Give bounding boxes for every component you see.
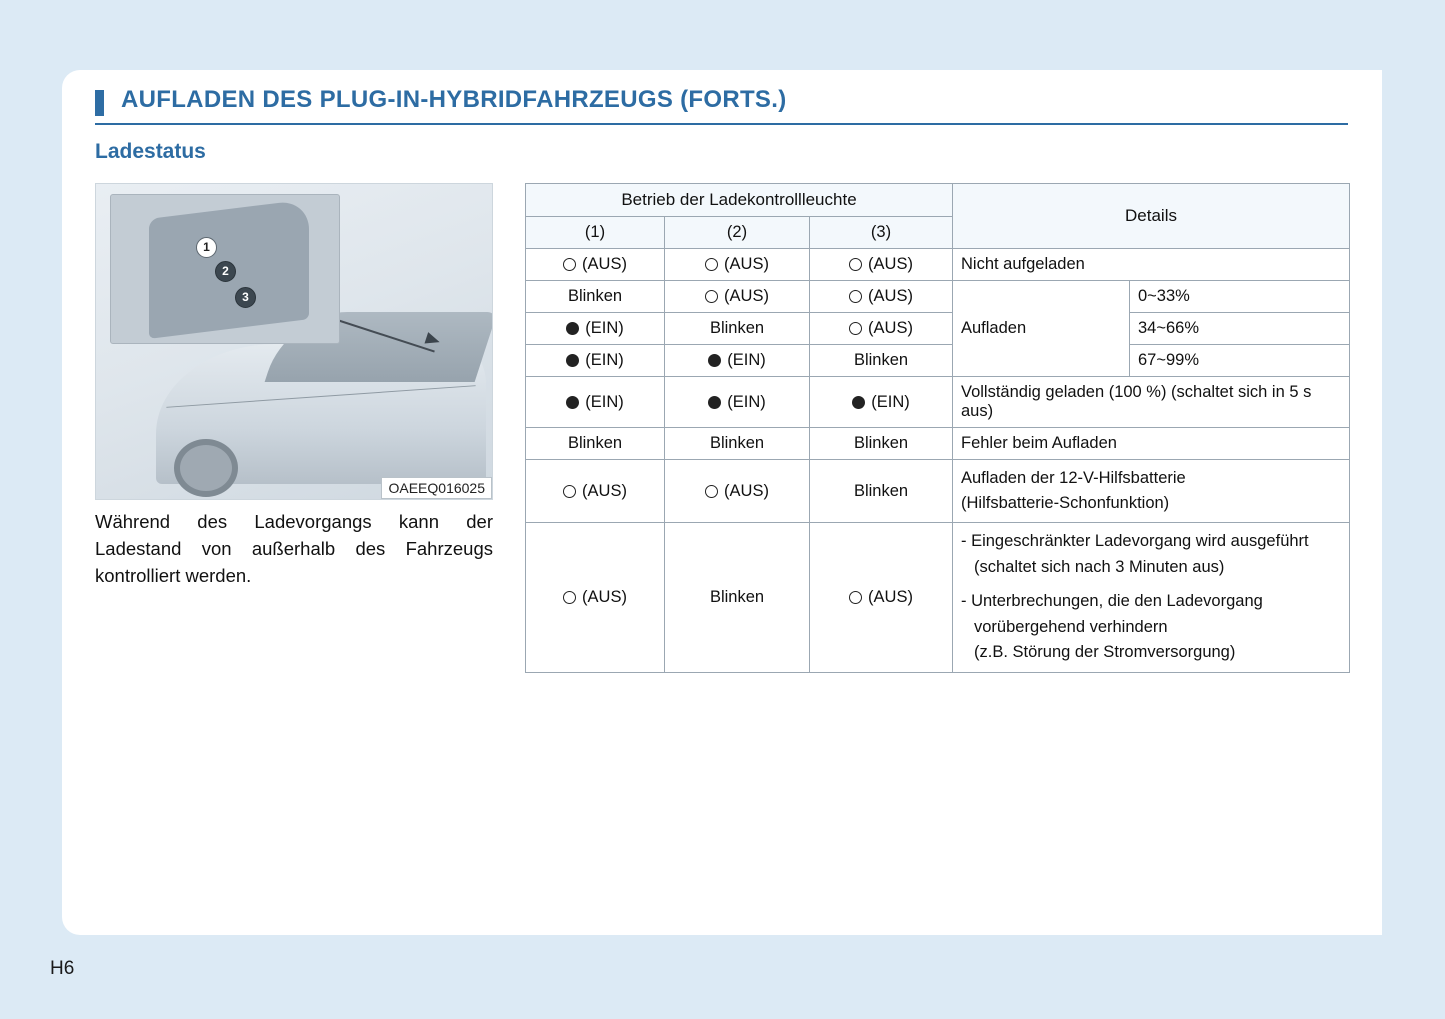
lamp-state-cell [810, 377, 953, 428]
lamp-state-cell [526, 249, 665, 281]
lamp-state-cell [526, 345, 665, 377]
lamp-state-cell: Blinken [526, 281, 665, 313]
lamp-state-cell: Blinken [810, 460, 953, 523]
charging-status-table-wrap [525, 183, 1350, 673]
lamp-state-cell [526, 460, 665, 523]
lamp-state-cell: Blinken [810, 428, 953, 460]
page-sheet [62, 70, 1382, 935]
detail-cell [953, 523, 1350, 673]
lamp-label: (EIN) [871, 392, 910, 411]
table-row [526, 345, 1350, 377]
detail-line: vorübergehend verhindern [974, 617, 1168, 636]
table-header-row-1 [526, 184, 1350, 217]
detail-line: Aufladen der 12-V-Hilfsbatterie [961, 469, 1186, 487]
page-title: AUFLADEN DES PLUG-IN-HYBRIDFAHRZEUGS (FORTS.) [121, 86, 787, 113]
callout-marker-3: 3 [235, 287, 256, 308]
lamp-on-icon [566, 322, 579, 335]
detail-cell: Nicht aufgeladen [953, 249, 1350, 281]
lamp-label: (AUS) [582, 587, 627, 606]
lamp-off-icon [705, 258, 718, 271]
lamp-on-icon [566, 354, 579, 367]
car-wheel-shape [174, 439, 238, 497]
callout-marker-2: 2 [215, 261, 236, 282]
lamp-label: (AUS) [868, 255, 913, 273]
detail-line: - Unterbrechungen, die den Ladevorgang [961, 592, 1263, 610]
detail-line: (z.B. Störung der Stromversorgung) [974, 643, 1236, 661]
header-accent-bar [95, 90, 104, 116]
lamp-off-icon [563, 258, 576, 271]
lamp-state-cell [810, 313, 953, 345]
detail-line: (schaltet sich nach 3 Minuten aus) [974, 557, 1225, 576]
lamp-off-icon [849, 290, 862, 303]
callout-marker-1: 1 [196, 237, 217, 258]
table-subheader-1: (1) [526, 217, 665, 249]
lamp-state-cell [665, 377, 810, 428]
lamp-state-cell [526, 523, 665, 673]
lamp-off-icon [563, 591, 576, 604]
table-group-header: Betrieb der Ladekontrollleuchte [526, 184, 953, 217]
header-divider [95, 123, 1348, 125]
lamp-label: (AUS) [724, 287, 769, 305]
figure-caption: Während des Ladevorgangs kann der Ladestand von außerhalb des Fahrzeugs kontrolliert werden. [95, 511, 493, 586]
lamp-off-icon [849, 591, 862, 604]
lamp-state-cell: Blinken [526, 428, 665, 460]
lamp-label: (EIN) [727, 351, 766, 369]
table-subheader-3: (3) [810, 217, 953, 249]
lamp-off-icon [563, 485, 576, 498]
lamp-off-icon [849, 258, 862, 271]
lamp-label: (AUS) [724, 255, 769, 273]
dashboard-inset [110, 194, 340, 344]
lamp-label: (AUS) [582, 481, 627, 500]
lamp-on-icon [566, 396, 579, 409]
lamp-on-icon [852, 396, 865, 409]
lamp-label: (EIN) [585, 319, 624, 337]
lamp-state-cell [810, 249, 953, 281]
lamp-off-icon [849, 322, 862, 335]
lamp-state-cell: Blinken [665, 313, 810, 345]
detail-cell-percent: 34~66% [1130, 313, 1350, 345]
table-row [526, 428, 1350, 460]
lamp-state-cell: Blinken [665, 428, 810, 460]
vehicle-charging-illustration [95, 183, 493, 500]
table-row [526, 460, 1350, 523]
page-number: H6 [50, 958, 75, 979]
table-row [526, 523, 1350, 673]
lamp-state-cell [526, 377, 665, 428]
lamp-state-cell: Blinken [810, 345, 953, 377]
detail-cell: Fehler beim Aufladen [953, 428, 1350, 460]
lamp-state-cell [665, 281, 810, 313]
table-row [526, 281, 1350, 313]
table-row [526, 377, 1350, 428]
lamp-state-cell: Blinken [665, 523, 810, 673]
detail-line: - Eingeschränkter Ladevorgang wird ausgeführt [961, 532, 1309, 550]
detail-cell: Vollständig geladen (100 %) (schaltet sich in 5 s aus) [953, 377, 1350, 428]
lamp-off-icon [705, 485, 718, 498]
lamp-state-cell [665, 249, 810, 281]
detail-cell-charging: Aufladen [953, 281, 1130, 377]
lamp-state-cell [665, 460, 810, 523]
table-row [526, 249, 1350, 281]
lamp-label: (EIN) [585, 351, 624, 369]
table-row [526, 313, 1350, 345]
lamp-state-cell [665, 345, 810, 377]
page-header [95, 86, 1348, 122]
lamp-state-cell [810, 523, 953, 673]
detail-line: (Hilfsbatterie-Schonfunktion) [961, 494, 1170, 512]
lamp-label: (EIN) [727, 392, 766, 411]
lamp-label: (AUS) [868, 287, 913, 305]
lamp-state-cell [810, 281, 953, 313]
detail-cell [953, 460, 1350, 523]
lamp-state-cell [526, 313, 665, 345]
charging-status-table [525, 183, 1350, 673]
lamp-label: (AUS) [868, 319, 913, 337]
detail-cell-percent: 0~33% [1130, 281, 1350, 313]
section-subtitle: Ladestatus [95, 140, 206, 163]
lamp-off-icon [705, 290, 718, 303]
lamp-label: (EIN) [585, 392, 624, 411]
table-details-header: Details [953, 184, 1350, 249]
lamp-label: (AUS) [868, 587, 913, 606]
lamp-label: (AUS) [582, 255, 627, 273]
lamp-label: (AUS) [724, 481, 769, 500]
detail-cell-percent: 67~99% [1130, 345, 1350, 377]
lamp-on-icon [708, 396, 721, 409]
table-subheader-2: (2) [665, 217, 810, 249]
lamp-on-icon [708, 354, 721, 367]
figure-code: OAEEQ016025 [381, 477, 492, 499]
